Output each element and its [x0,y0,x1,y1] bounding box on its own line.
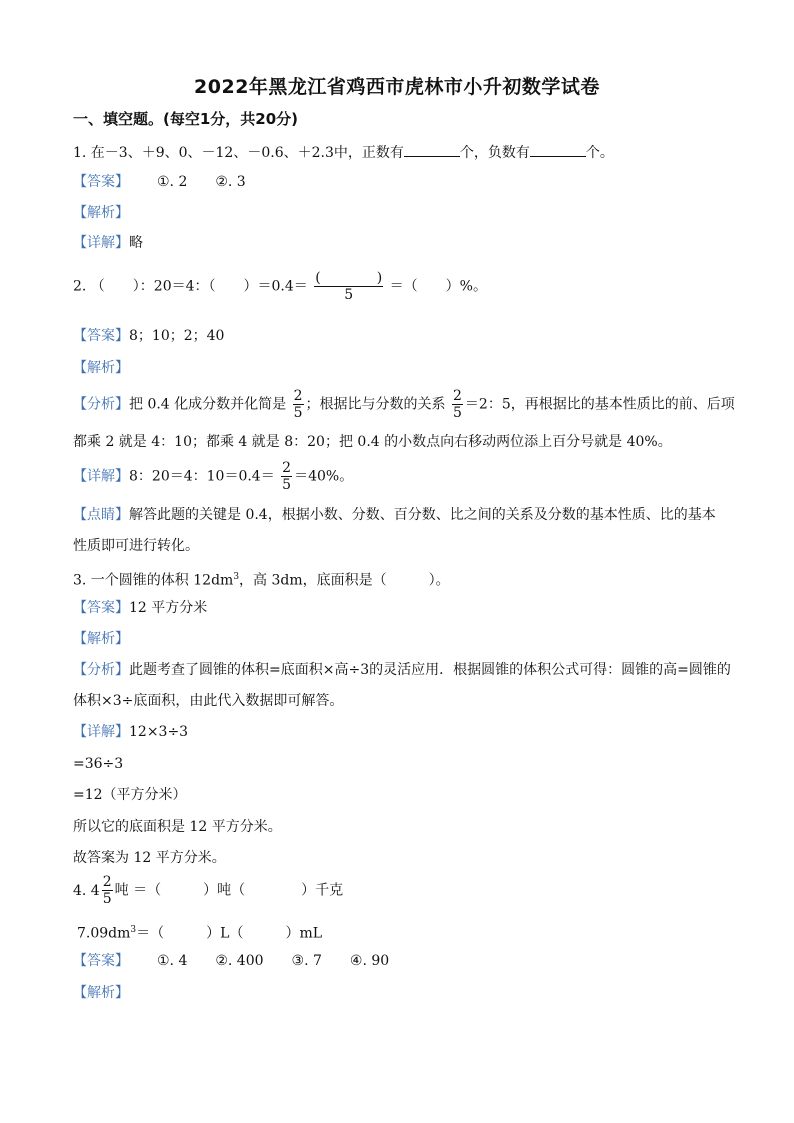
dianjing-text: 解答此题的关键是 0.4，根据小数、分数、百分数、比之间的关系及分数的基本性质、比的基本 [129,507,716,523]
fenxi-text: ＝2：5，再根据比的基本性质比的前、后项 [464,396,735,413]
question-1-text-c: 个。 [585,145,614,161]
fenxi-text: 把 0.4 化成分数并化简是 [129,396,287,413]
fraction-numerator: 2 [293,388,303,404]
answer-item: ③. 7 [291,953,322,969]
fraction [293,388,304,421]
answer-item: ①. 2 [157,174,188,190]
question-3-conclusion: 所以它的底面积是 12 平方分米。 [73,819,282,835]
question-1-analysis [73,204,129,222]
analysis-tag: 【解析】 [73,631,129,647]
detail-tag: 【详解】 [73,235,129,251]
answer-tag: 【答案】 [73,328,129,344]
fenxi-tag: 【分析】 [73,662,129,678]
answer-tag: 【答案】 [73,600,129,616]
question-2-analysis [73,359,129,377]
question-1-text-b: 个，负数有 [459,145,530,161]
question-2 [73,270,487,303]
question-4-analysis [73,984,129,1002]
fraction [102,874,113,907]
detail-text: ＝40%。 [294,468,354,485]
question-3-fenxi [73,661,731,679]
fraction-denominator: 5 [453,405,462,421]
question-2-detail [73,460,353,493]
question-2-dianjing [73,506,716,524]
answer-blank [530,142,586,157]
question-3 [73,568,450,590]
question-4-line2 [77,921,322,943]
answer-item: ②. 400 [215,953,264,969]
analysis-tag: 【解析】 [73,985,129,1001]
fraction [314,270,383,303]
fraction [452,388,463,421]
question-3-fenxi-line2: 体积×3÷底面积，由此代入数据即可解答。 [73,693,344,709]
question-4-line2-a: 7.09dm [77,925,131,942]
question-4-line2-b: ＝（ ）L（ ）mL [136,925,323,942]
fraction [281,460,292,493]
question-2-fenxi-line2: 都乘 2 就是 4：10；都乘 4 就是 8：20；把 0.4 的小数点向右移动两位添上百分号就是 40%。 [73,434,672,450]
question-3-detail [73,723,188,741]
question-4-answer [73,952,389,970]
answer-item: ④. 90 [349,953,390,969]
answer-item: ①. 4 [157,953,188,969]
question-4-prefix: 4. 4 [73,882,100,899]
question-2-text-b: ＝（ ）%。 [389,278,487,295]
detail-tag: 【详解】 [73,468,129,485]
detail-text: 12×3÷3 [129,724,189,740]
question-3-final: 故答案为 12 平方分米。 [73,850,226,866]
detail-text: 略 [129,235,143,251]
question-3-analysis [73,630,129,648]
answer-tag: 【答案】 [73,953,129,969]
question-2-answer [73,327,224,345]
fraction-numerator: ( ) [315,270,383,286]
question-1-text-a: 1. 在－3、＋9、0、－12、－0.6、＋2.3中，正数有 [73,145,404,161]
fraction-denominator: 5 [293,405,303,421]
fraction-denominator: 5 [344,287,354,303]
fraction-numerator: 2 [453,388,462,404]
dianjing-tag: 【点睛】 [73,507,129,523]
question-2-fenxi [73,388,735,421]
page-title: 2022年黑龙江省鸡西市虎林市小升初数学试卷 [194,76,600,98]
fraction-numerator: 2 [102,874,112,890]
question-1 [73,142,614,162]
question-3-step: =12（平方分米） [73,787,187,803]
question-2-text-a: 2. （ ）：20＝4：（ ）＝0.4＝ [73,278,308,295]
answer-item: ②. 3 [215,174,246,190]
answer-tag: 【答案】 [73,174,129,190]
question-3-text-a: 3. 一个圆锥的体积 12dm [73,572,234,589]
question-2-dianjing-line2: 性质即可进行转化。 [73,538,199,554]
superscript: 3 [130,925,137,935]
fraction-numerator: 2 [282,460,292,476]
analysis-tag: 【解析】 [73,360,129,376]
section-heading-fill-blank: 一、填空题。(每空1分，共20分) [73,110,299,128]
question-4-text-a: 吨 ＝（ ）吨（ ）千克 [114,882,344,899]
answer-text: 8；10；2；40 [129,328,225,344]
fenxi-text: 此题考查了圆锥的体积=底面积×高÷3的灵活应用．根据圆锥的体积公式可得：圆锥的高=圆锥的 [129,662,731,678]
detail-tag: 【详解】 [73,724,129,740]
fenxi-text: ；根据比与分数的关系 [305,396,446,413]
fraction-denominator: 5 [102,891,112,907]
answer-blank [404,142,460,157]
question-1-answer [73,173,246,191]
question-3-answer [73,599,207,617]
detail-text: 8：20＝4：10＝0.4＝ [129,468,275,485]
fenxi-tag: 【分析】 [73,396,129,413]
answer-text: 12 平方分米 [129,600,208,616]
question-3-step: =36÷3 [73,756,124,772]
fraction-denominator: 5 [282,477,292,493]
question-3-text-b: ，高 3dm，底面积是（ ）。 [239,572,450,589]
question-4 [73,874,343,907]
superscript: 3 [233,572,240,582]
question-1-detail [73,234,143,252]
analysis-tag: 【解析】 [73,205,129,221]
